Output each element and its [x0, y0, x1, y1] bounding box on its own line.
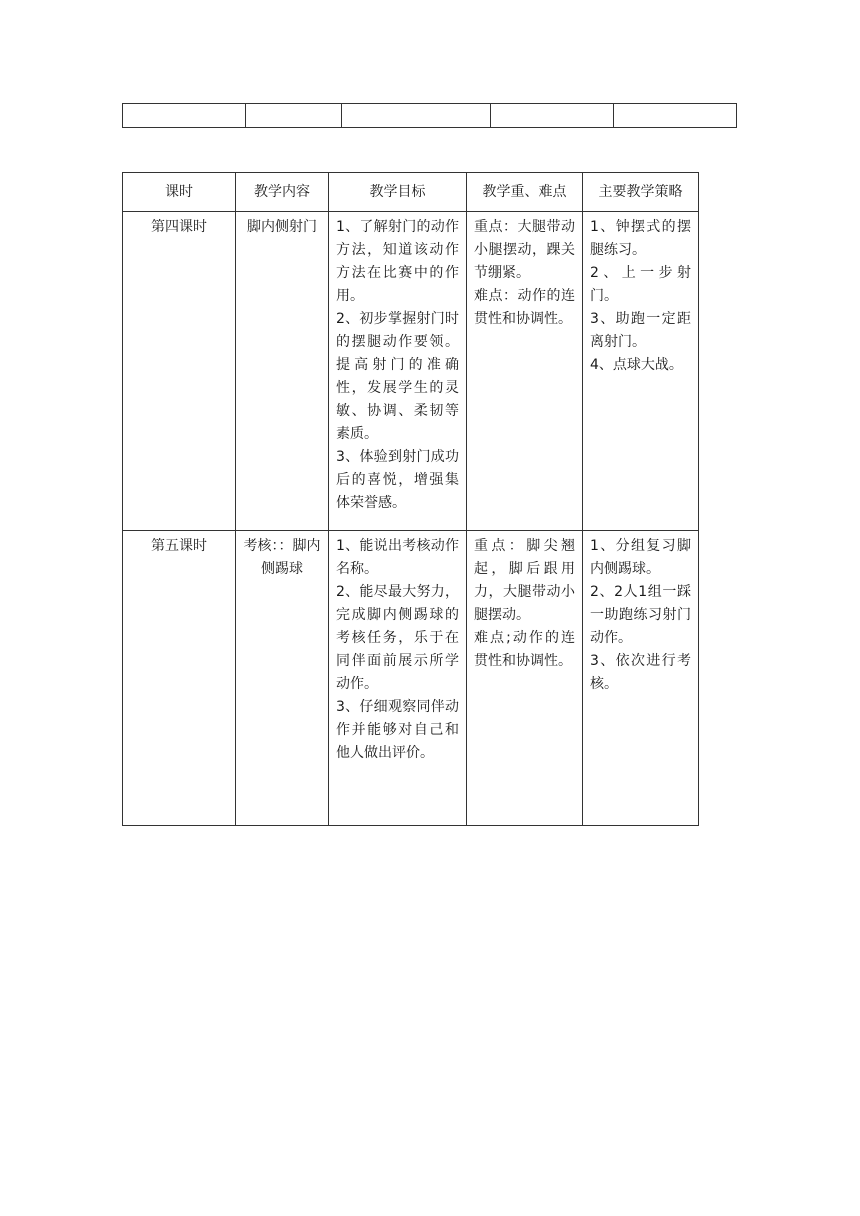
empty-cell — [614, 104, 737, 128]
table-row — [123, 531, 699, 826]
key-point-item: 难点;动作的连贯性和协调性。 — [474, 630, 575, 669]
strategy-item: 1、分组复习脚内侧踢球。 — [590, 538, 691, 577]
strategies-cell — [583, 212, 699, 531]
strategies-cell — [583, 531, 699, 826]
strategy-item: 3、依次进行考核。 — [590, 653, 691, 692]
strategy-item: 2、2人1组一踩一助跑练习射门动作。 — [590, 584, 691, 646]
key-point-item: 重点：脚尖翘起，脚后跟用力，大腿带动小腿摆动。 — [474, 538, 575, 623]
table-row — [123, 212, 699, 531]
empty-table-row — [123, 104, 737, 128]
period-cell: 第四课时 — [123, 212, 236, 531]
key-point-item: 难点：动作的连贯性和协调性。 — [474, 288, 575, 327]
key-point-item: 重点：大腿带动小腿摆动，踝关节绷紧。 — [474, 219, 575, 281]
goal-item: 2、初步掌握射门时的摆腿动作要领。提高射门的准确性，发展学生的灵敏、协调、柔韧等素质。 — [336, 311, 459, 442]
goal-item: 3、仔细观察同伴动作并能够对自己和他人做出评价。 — [336, 699, 459, 761]
content-cell: 脚内侧射门 — [236, 212, 329, 531]
strategy-item: 4、点球大战。 — [590, 357, 683, 373]
goal-item: 2、能尽最大努力，完成脚内侧踢球的考核任务，乐于在同伴面前展示所学动作。 — [336, 584, 459, 692]
header-content: 教学内容 — [236, 173, 329, 212]
empty-cell — [342, 104, 491, 128]
content-cell: 考核：：脚内侧踢球 — [236, 531, 329, 826]
goals-cell — [329, 212, 467, 531]
period-cell: 第五课时 — [123, 531, 236, 826]
strategy-item: 2、上一步射门。 — [590, 265, 691, 304]
strategy-item: 3、助跑一定距离射门。 — [590, 311, 691, 350]
header-period: 课时 — [123, 173, 236, 212]
empty-cell — [246, 104, 342, 128]
empty-header-table — [122, 103, 737, 128]
header-strategies: 主要教学策略 — [583, 173, 699, 212]
empty-cell — [123, 104, 246, 128]
goals-cell — [329, 531, 467, 826]
key-points-cell — [467, 531, 583, 826]
table-header-row — [123, 173, 699, 212]
key-points-cell — [467, 212, 583, 531]
goal-item: 3、体验到射门成功后的喜悦，增强集体荣誉感。 — [336, 449, 459, 511]
goal-item: 1、了解射门的动作方法，知道该动作方法在比赛中的作用。 — [336, 219, 459, 304]
lesson-plan-table — [122, 172, 699, 826]
header-goals: 教学目标 — [329, 173, 467, 212]
header-key-points: 教学重、难点 — [467, 173, 583, 212]
goal-item: 1、能说出考核动作名称。 — [336, 538, 459, 577]
empty-cell — [491, 104, 614, 128]
strategy-item: 1、钟摆式的摆腿练习。 — [590, 219, 691, 258]
